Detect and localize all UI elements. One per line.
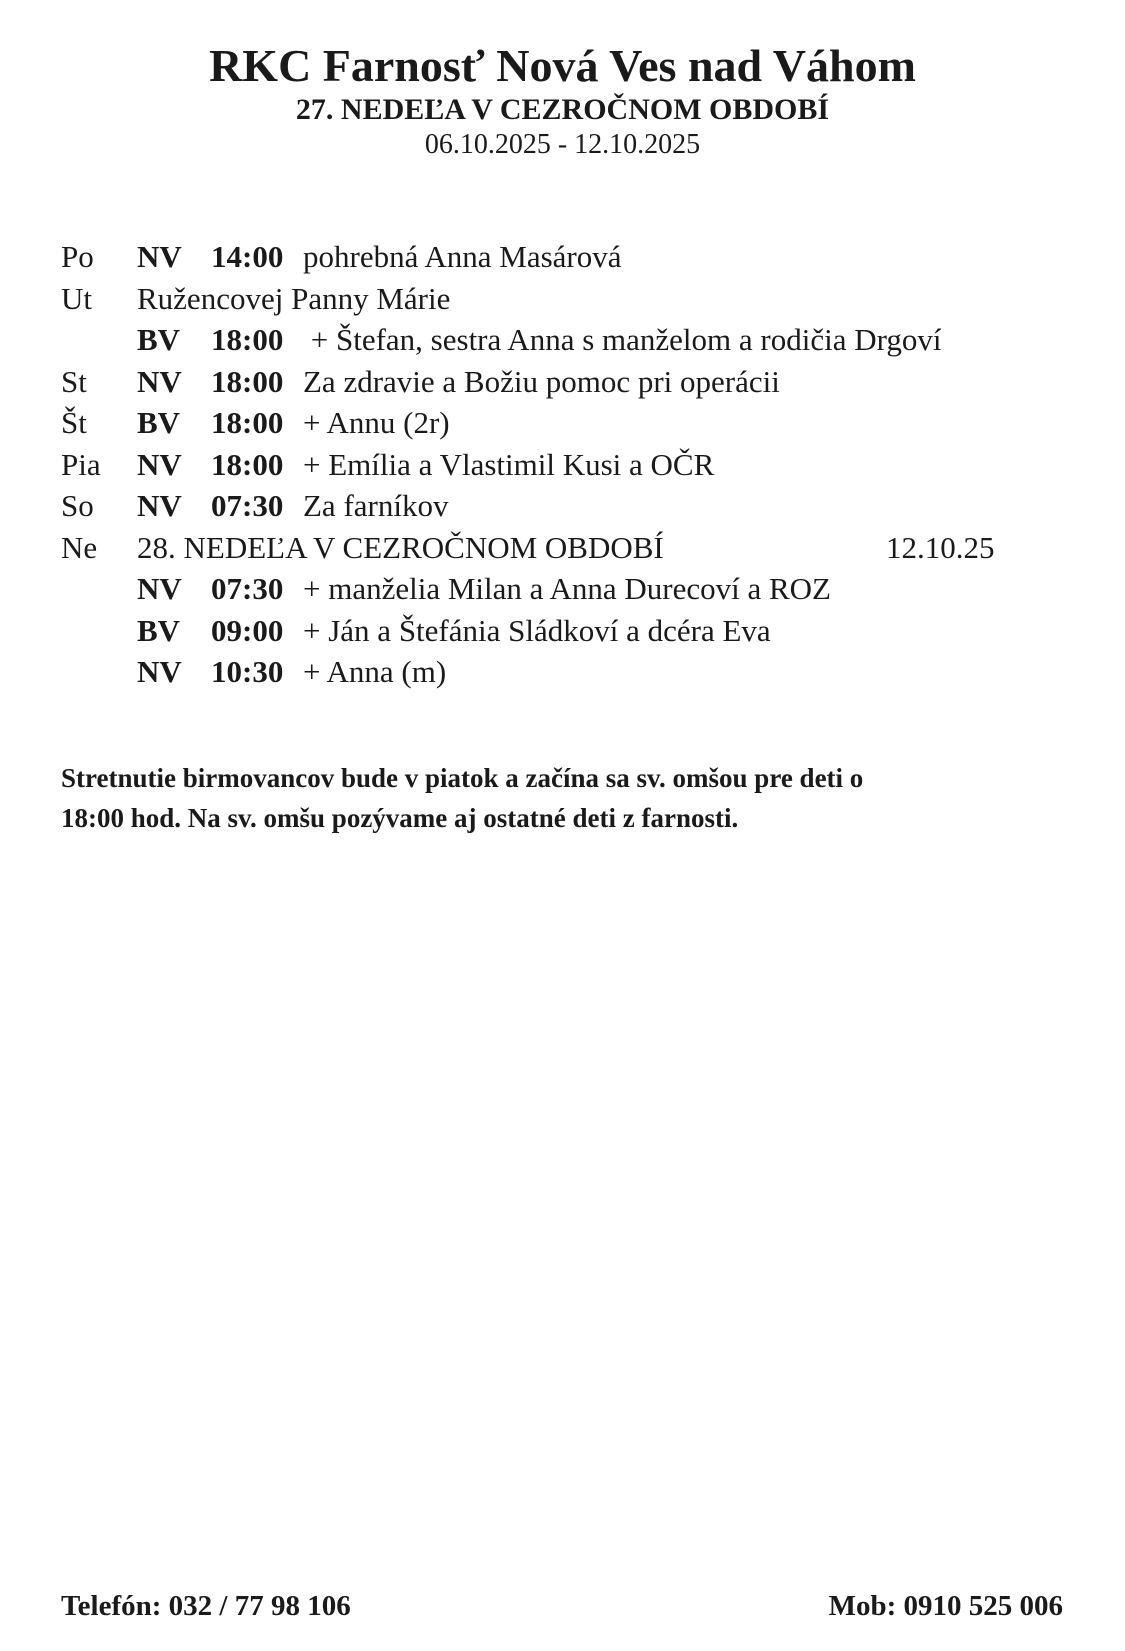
schedule-row xyxy=(61,278,1081,320)
day-label: Ut xyxy=(61,280,92,316)
schedule-row xyxy=(61,402,1081,444)
location-code: NV xyxy=(137,446,182,482)
schedule-row xyxy=(61,319,1081,361)
mass-time: 14:00 xyxy=(211,239,284,274)
mass-time: 18:00 xyxy=(211,446,284,482)
day-label: Št xyxy=(61,405,87,440)
location-code: BV xyxy=(137,405,181,440)
date-range: 06.10.2025 - 12.10.2025 xyxy=(424,129,701,160)
mass-intention: Za zdravie a Božiu pomoc pri operácii xyxy=(303,363,780,399)
phone-number: Telefón: 032 / 77 98 106 xyxy=(61,1590,351,1622)
day-label: Po xyxy=(61,239,94,274)
mass-time: 09:00 xyxy=(211,612,284,648)
mass-intention: + manželia Milan a Anna Durecoví a ROZ xyxy=(303,571,831,606)
page-header xyxy=(0,40,1125,162)
announcement-line: Stretnutie birmovancov bude v piatok a začína sa sv. omšou pre deti o xyxy=(61,763,864,793)
day-label: So xyxy=(61,488,94,523)
schedule-row xyxy=(61,361,1081,403)
mass-intention: + Annu (2r) xyxy=(303,405,450,440)
schedule-row xyxy=(61,651,1081,693)
location-code: BV xyxy=(137,612,181,648)
page-subtitle: 27. NEDEĽA V CEZROČNOM OBDOBÍ xyxy=(295,93,830,126)
schedule-row xyxy=(61,236,1081,278)
mass-intention: + Anna (m) xyxy=(303,654,447,689)
mass-intention: + Štefan, sestra Anna s manželom a rodičia Drgoví xyxy=(303,322,942,357)
feast-date: 12.10.25 xyxy=(886,529,995,565)
announcement xyxy=(61,758,1071,838)
location-code: NV xyxy=(137,571,182,606)
day-label: Ne xyxy=(61,529,98,565)
announcement-line: 18:00 hod. Na sv. omšu pozývame aj ostatné deti z farnosti. xyxy=(61,803,739,833)
mass-intention: pohrebná Anna Masárová xyxy=(303,239,622,274)
mass-time: 18:00 xyxy=(211,363,284,399)
location-code: BV xyxy=(137,322,181,357)
mass-time: 07:30 xyxy=(211,571,284,606)
location-code: NV xyxy=(137,488,182,523)
day-label: St xyxy=(61,363,87,399)
schedule-row xyxy=(61,568,1081,610)
mass-time: 10:30 xyxy=(211,654,284,689)
mass-time: 07:30 xyxy=(211,488,284,523)
feast-name: 28. NEDEĽA V CEZROČNOM OBDOBÍ xyxy=(137,529,664,565)
schedule-row xyxy=(61,485,1081,527)
location-code: NV xyxy=(137,363,182,399)
mass-time: 18:00 xyxy=(211,405,284,440)
location-code: NV xyxy=(137,239,182,274)
mass-intention: + Emília a Vlastimil Kusi a OČR xyxy=(303,446,715,482)
mass-intention: + Ján a Štefánia Sládkoví a dcéra Eva xyxy=(303,612,771,648)
mass-time: 18:00 xyxy=(211,322,284,357)
feast-name: Ružencovej Panny Márie xyxy=(137,280,451,316)
mass-intention: Za farníkov xyxy=(303,488,449,523)
location-code: NV xyxy=(137,654,182,689)
day-label: Pia xyxy=(61,446,101,482)
mass-schedule xyxy=(61,236,1081,693)
mobile-number: Mob: 0910 525 006 xyxy=(828,1590,1063,1622)
schedule-row xyxy=(61,610,1081,652)
page-title: RKC Farnosť Nová Ves nad Váhom xyxy=(209,40,916,91)
schedule-row xyxy=(61,444,1081,486)
schedule-row xyxy=(61,527,1081,569)
